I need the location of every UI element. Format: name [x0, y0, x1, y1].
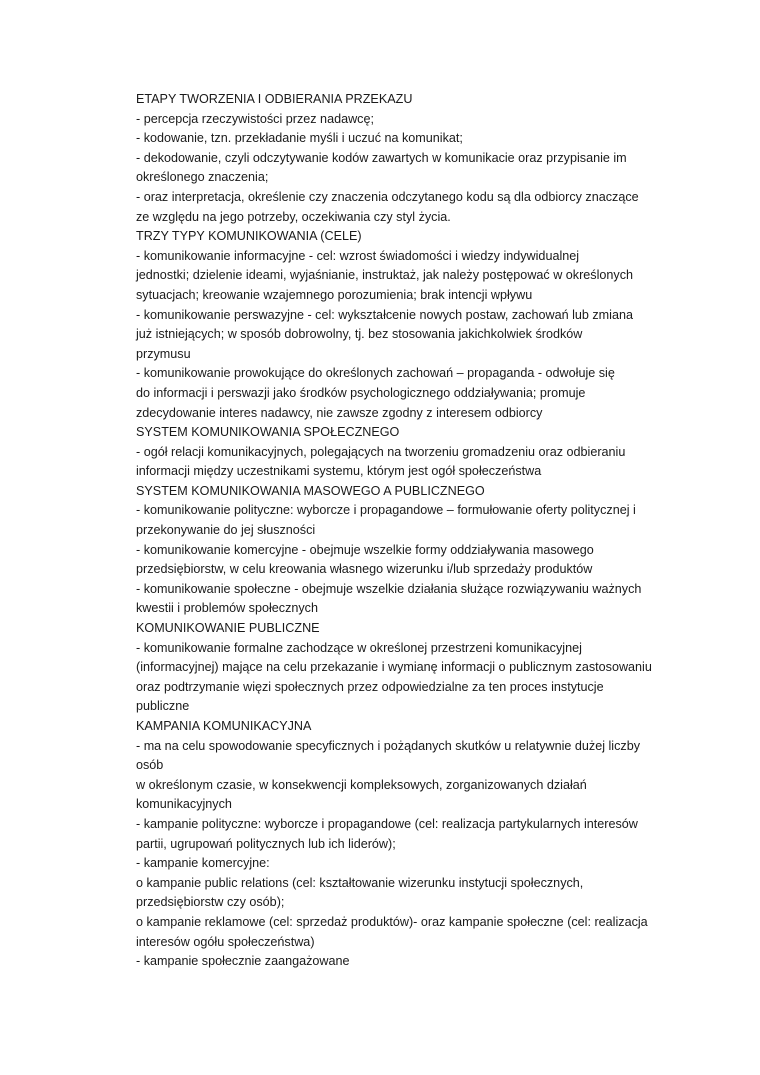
text-line: określonego znaczenia; [136, 170, 269, 185]
text-line: jednostki; dzielenie ideami, wyjaśnianie, instruktaż, jak należy postępować w określonych [136, 268, 634, 283]
text-line: zdecydowanie interes nadawcy, nie zawsze zgodny z interesem odbiorcy [136, 405, 543, 420]
text-line: oraz podtrzymanie więzi społecznych przez odpowiedzialne za ten proces instytucje [136, 679, 604, 694]
text-line: (informacyjnej) mające na celu przekazanie i wymianę informacji o publicznym zastosowaniu [136, 660, 652, 675]
text-line: - komunikowanie perswazyjne - cel: wykształcenie nowych postaw, zachowań lub zmiana [136, 307, 633, 322]
text-line: - komunikowanie prowokujące do określonych zachowań – propaganda - odwołuje się [136, 366, 615, 381]
document-body [136, 90, 676, 972]
text-line: ze względu na jego potrzeby, oczekiwania czy styl życia. [136, 209, 451, 224]
text-line: TRZY TYPY KOMUNIKOWANIA (CELE) [136, 229, 362, 244]
text-line: KAMPANIA KOMUNIKACYJNA [136, 719, 312, 733]
text-line: partii, ugrupowań politycznych lub ich liderów); [136, 836, 396, 851]
text-line: SYSTEM KOMUNIKOWANIA SPOŁECZNEGO [136, 425, 400, 440]
text-line: - kampanie komercyjne: [136, 856, 270, 871]
text-line: ETAPY TWORZENIA I ODBIERANIA PRZEKAZU [136, 92, 413, 106]
text-line: interesów ogółu społeczeństwa) [136, 934, 315, 949]
text-line: o kampanie public relations (cel: kształtowanie wizerunku instytucji społecznych, [136, 875, 584, 890]
text-line: kwestii i problemów społecznych [136, 601, 318, 616]
text-line: przekonywanie do jej słuszności [136, 523, 316, 538]
text-line: SYSTEM KOMUNIKOWANIA MASOWEGO A PUBLICZNEGO [136, 483, 485, 498]
text-line: - komunikowanie komercyjne - obejmuje wszelkie formy oddziaływania masowego [136, 542, 594, 557]
text-line: - komunikowanie społeczne - obejmuje wszelkie działania służące rozwiązywaniu ważnych [136, 581, 642, 596]
text-line: - percepcja rzeczywistości przez nadawcę; [136, 111, 374, 126]
text-line: przedsiębiorstw, w celu kreowania własnego wizerunku i/lub sprzedaży produktów [136, 562, 593, 577]
text-line: - komunikowanie formalne zachodzące w określonej przestrzeni komunikacyjnej [136, 640, 582, 655]
text-line: - komunikowanie informacyjne - cel: wzrost świadomości i wiedzy indywidualnej [136, 248, 580, 263]
text-line: komunikacyjnych [136, 797, 232, 812]
text-line: osób [136, 758, 164, 773]
text-line: do informacji i perswazji jako środków psychologicznego oddziaływania; promuje [136, 385, 586, 400]
text-line: przymusu [136, 346, 191, 361]
text-line: już istniejących; w sposób dobrowolny, tj. bez stosowania jakichkolwiek środków [136, 327, 583, 342]
text-line: informacji między uczestnikami systemu, którym jest ogół społeczeństwa [136, 464, 542, 479]
text-line: - ogół relacji komunikacyjnych, polegających na tworzeniu gromadzeniu oraz odbieraniu [136, 444, 626, 459]
text-line: sytuacjach; kreowanie wzajemnego porozumienia; brak intencji wpływu [136, 287, 533, 302]
text-line: - oraz interpretacja, określenie czy znaczenia odczytanego kodu są dla odbiorcy znaczące [136, 189, 639, 204]
text-line: o kampanie reklamowe (cel: sprzedaż produktów)- oraz kampanie społeczne (cel: realizacja [136, 914, 648, 929]
text-line: w określonym czasie, w konsekwencji kompleksowych, zorganizowanych działań [136, 777, 587, 792]
text-line: przedsiębiorstw czy osób); [136, 895, 285, 910]
text-line: KOMUNIKOWANIE PUBLICZNE [136, 621, 320, 636]
text-line: - komunikowanie polityczne: wyborcze i propagandowe – formułowanie oferty politycznej i [136, 503, 636, 518]
text-line: - kodowanie, tzn. przekładanie myśli i uczuć na komunikat; [136, 131, 463, 146]
text-line: - kampanie polityczne: wyborcze i propagandowe (cel: realizacja partykularnych interesów [136, 816, 638, 831]
text-line: - kampanie społecznie zaangażowane [136, 954, 350, 969]
text-line: - dekodowanie, czyli odczytywanie kodów zawartych w komunikacie oraz przypisanie im [136, 150, 627, 165]
text-line: publiczne [136, 699, 190, 714]
text-line: - ma na celu spowodowanie specyficznych i pożądanych skutków u relatywnie dużej liczby [136, 738, 641, 753]
